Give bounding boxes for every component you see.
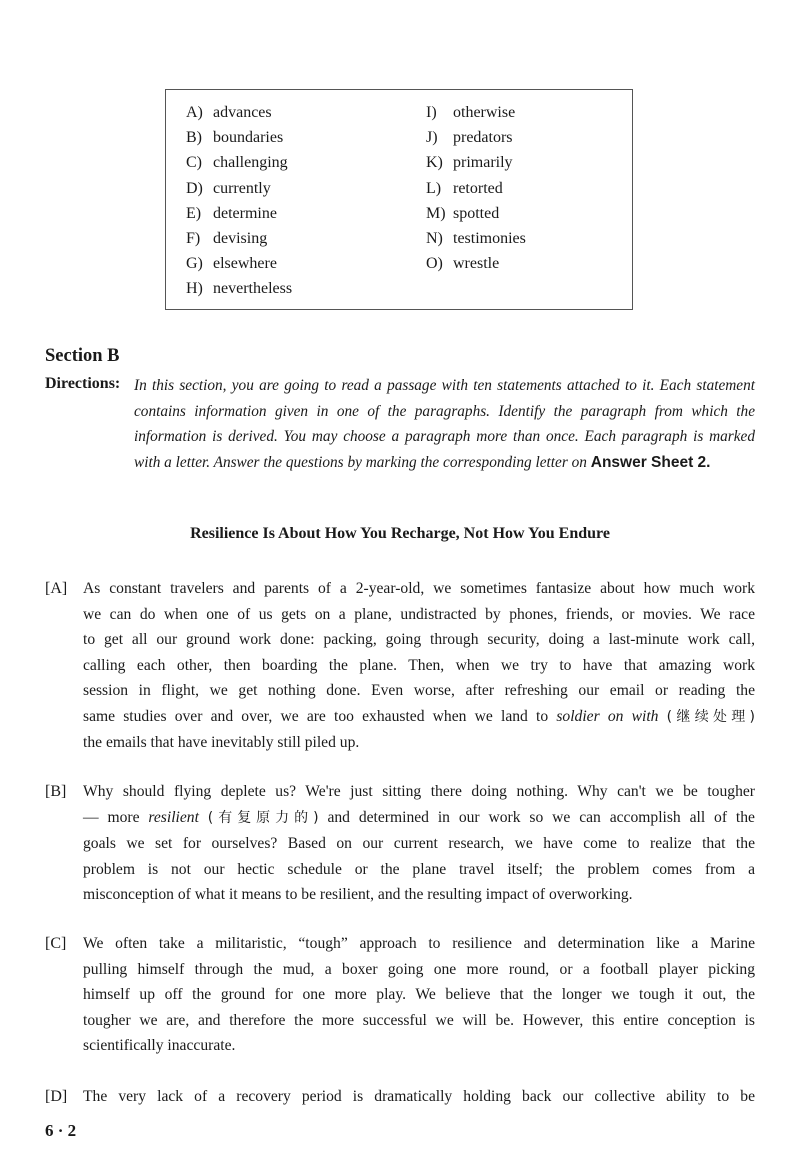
paragraph-line: calling each other, then boarding the plane. Then, when we try to have that amazing work [83, 656, 755, 674]
paragraph-text [83, 779, 755, 908]
word-bank-left-column [186, 100, 292, 302]
paragraph-text [83, 576, 755, 756]
word-bank-right-column [426, 100, 526, 276]
word-bank-item: D) currently [186, 179, 271, 197]
paragraph-line: we can do when one of us gets on a plane, undistracted by phones, friends, or movies. We race [83, 605, 755, 623]
paragraph-line: scientifically inaccurate. [83, 1037, 236, 1054]
word-bank-item: H) nevertheless [186, 280, 293, 298]
paragraph-line: the emails that have inevitably still piled up. [83, 734, 360, 751]
paragraph-text [83, 931, 755, 1059]
glossed-term: resilient [148, 808, 199, 826]
word-bank-item: J) predators [426, 129, 513, 147]
word-bank-item: A) advances [186, 104, 272, 121]
paragraph-line: misconception of what it means to be resilient, and the resulting impact of overworking. [83, 886, 633, 903]
paragraph-line: The very lack of a recovery period is dramatically holding back our collective ability to be [83, 1088, 755, 1105]
word-bank-item: L) retorted [426, 179, 503, 197]
word-bank-item: F) devising [186, 229, 268, 247]
word-bank-item: B) boundaries [186, 129, 284, 147]
word-bank-box [165, 89, 633, 310]
glossed-term: soldier on with [556, 707, 659, 725]
paragraph-d [45, 1084, 755, 1110]
chinese-gloss: (有复原力的) [207, 809, 319, 826]
directions-label: Directions: [45, 375, 121, 392]
word-bank-item: G) elsewhere [186, 255, 277, 273]
directions-text: In this section, you are going to read a passage with ten statements attached to it. Each statement contains information given in one of the paragraphs. Identify the paragraph from which the information is derived. You may choose a paragraph more than once. Each paragraph is marked with a letter. Answer the questions by marking the corresponding letter on Answer Sheet 2. [134, 377, 755, 471]
passage-title: Resilience Is About How You Recharge, Not How You Endure [190, 525, 610, 542]
word-bank-item: I) otherwise [426, 104, 516, 121]
paragraph-letter: [A] [45, 580, 68, 597]
paragraph-line: to get all our ground work done: packing, going through security, doing a last-minute work call, [83, 631, 755, 648]
paragraph-letter: [C] [45, 935, 67, 952]
word-bank-item: K) primarily [426, 154, 513, 172]
paragraph-c [45, 931, 755, 1059]
paragraph-line: We often take a militaristic, “tough” approach to resilience and determination like a Marine [83, 935, 755, 952]
paragraph-line: Why should flying deplete us? We're just sitting there doing nothing. Why can't we be tougher [83, 783, 755, 800]
paragraph-line: problem is not our hectic schedule or the plane travel itself; the problem comes from a [83, 860, 755, 878]
word-bank-item: E) determine [186, 204, 277, 222]
section-title: Section B [45, 346, 120, 366]
paragraph-line: goals we set for ourselves? Based on our current research, we have come to realize that the [83, 835, 755, 852]
paragraph-line: As constant travelers and parents of a 2-year-old, we sometimes fantasize about how much work [83, 580, 755, 597]
word-bank-item: N) testimonies [426, 229, 526, 247]
paragraph-letter: [B] [45, 783, 67, 800]
paragraph-line: session in flight, we get nothing done. Even worse, after refreshing our email or reading the [83, 682, 755, 699]
answer-sheet-reference: Answer Sheet 2. [590, 453, 711, 471]
word-bank-item: C) challenging [186, 154, 288, 172]
word-bank-item: M) spotted [426, 204, 500, 222]
paragraph-line: tougher we are, and therefore the more successful we will be. However, this entire conception is [83, 1011, 755, 1029]
chinese-gloss: (继续处理) [666, 708, 755, 725]
paragraph-b [45, 779, 755, 908]
word-bank-item: O) wrestle [426, 255, 500, 273]
paragraph-text [83, 1084, 755, 1110]
page-number: 6 · 2 [45, 1121, 77, 1140]
paragraph-a [45, 576, 755, 756]
paragraph-line: himself up off the ground for one more play. We believe that the longer we tough it out, the [83, 986, 755, 1003]
paragraph-line: pulling himself through the mud, a boxer going one more round, or a football player picking [83, 960, 755, 978]
paragraph-line: same studies over and over, we are too exhausted when we land to soldier on with (继续处理) [83, 707, 755, 725]
paragraph-line: — more resilient (有复原力的) and determined in our work so we can accomplish all of the [83, 808, 755, 826]
paragraph-letter: [D] [45, 1088, 68, 1105]
